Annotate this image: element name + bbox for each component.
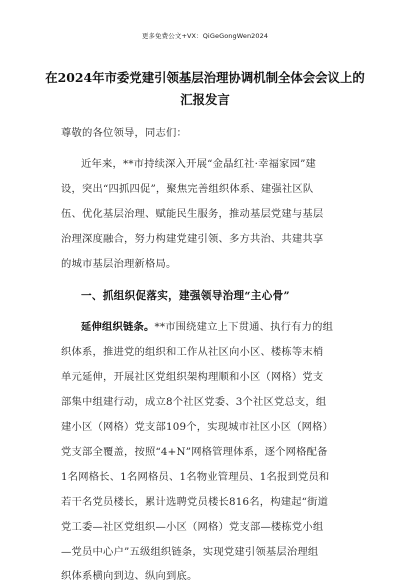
paragraph-line: 部集中组建行动，成立8个社区党委、3个社区党总支，组	[61, 396, 327, 408]
paragraph-line: 党工委—社区党组织—小区（网格）党支部—楼栋党小组	[61, 521, 324, 533]
intro-line: 近年来，**市持续深入开展“金晶红社·幸福家园”建	[81, 158, 317, 170]
paragraph-line: 1名网格长、1名网格员、1名物业管理员、1名报到党员和	[61, 471, 330, 483]
intro-line: 治理深度融合，努力构建党建引领、多方共治、共建共享	[61, 233, 324, 245]
paragraph-text: **市围绕建立上下贯通、执行有力的组	[154, 321, 334, 333]
paragraph-line: 单元延伸，开展社区党组织架构理顺和小区（网格）党支	[61, 371, 324, 383]
salutation: 尊敬的各位领导，同志们：	[61, 127, 187, 139]
paragraph-line: 建小区（网格）党支部109个，实现城市社区小区（网格）	[61, 421, 334, 433]
paragraph-line: —党员中心户”五级组织链条，实现党建引领基层治理组	[61, 546, 319, 558]
intro-line: 的城市基层治理新格局。	[61, 258, 177, 270]
paragraph-line: 织体系，推进党的组织和工作从社区向小区、楼栋等末梢	[61, 346, 324, 358]
document-title-line-1: 在2024年市委党建引领基层治理协调机制全体会会议上的	[45, 70, 365, 85]
document-title-line-2: 汇报发言	[180, 92, 230, 107]
paragraph-line: 若干名党员楼长，累计选聘党员楼长816名，构建起“街道	[61, 496, 329, 508]
paragraph-lead: 延伸组织链条。	[81, 321, 155, 333]
paragraph-line: 织体系横向到边、纵向到底。	[61, 570, 198, 582]
paragraph-line: 党支部全覆盖，按照“4+N”网格管理体系，逐个网格配备	[61, 446, 328, 458]
intro-line: 设，突出“四抓四促”，聚焦完善组织体系、建强社区队	[61, 183, 314, 195]
paragraph-line-first	[81, 318, 333, 333]
header-note: 更多免费公文+VX：QiGeGongWen2024	[141, 32, 269, 40]
section-1-heading: 一、抓组织促落实，建强领导治理“主心骨”	[81, 290, 290, 302]
intro-line: 伍、优化基层治理、赋能民生服务，推动基层党建与基层	[61, 208, 324, 220]
